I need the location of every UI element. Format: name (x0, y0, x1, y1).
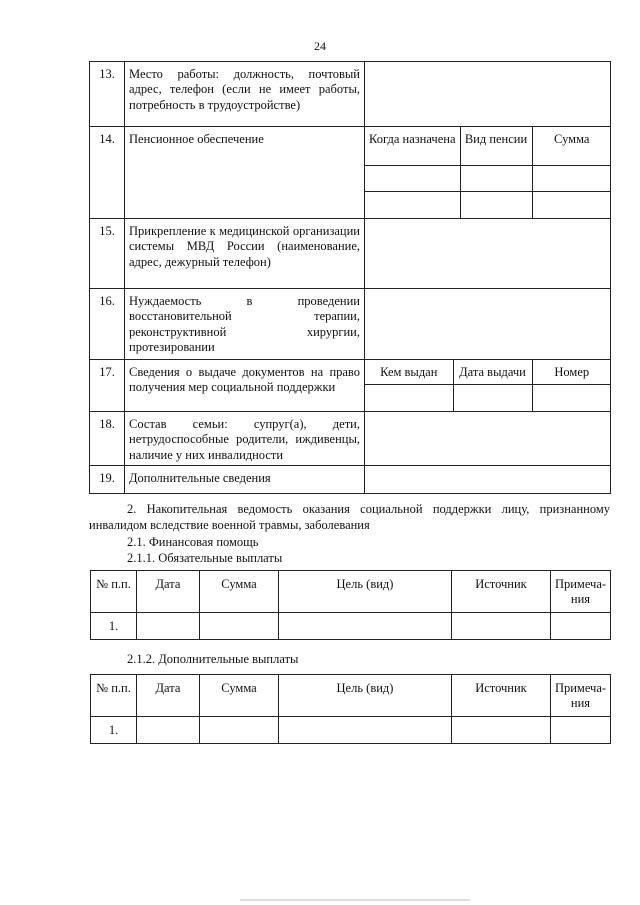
section-heading: 2. Накопительная ведомость оказания социальной поддержки лицу, признанному инвалидом вследствие военной травмы, заболевания (89, 502, 610, 532)
source-cell[interactable] (452, 717, 551, 744)
table-row (90, 289, 611, 360)
table-header-row (91, 571, 611, 613)
scan-artifact-line (240, 899, 470, 901)
issue-date-cell[interactable] (453, 384, 532, 411)
doc-number-cell[interactable] (532, 384, 611, 411)
doc-number-header: Номер (532, 360, 611, 384)
row-label: Место работы: должность, почтовый адрес, телефон (если не имеет работы, потребность в трудоустройстве) (125, 62, 365, 127)
pension-type-header: Вид пенсии (460, 127, 532, 165)
table-row (90, 219, 611, 289)
page-number: 24 (314, 39, 326, 53)
row-number: 19. (90, 466, 125, 494)
pension-amount-header: Сумма (532, 127, 611, 165)
col-purpose-header: Цель (вид) (279, 675, 452, 717)
row-number: 16. (90, 289, 125, 360)
table-row (90, 62, 611, 127)
value-cell[interactable] (365, 466, 611, 494)
row-label: Сведения о выдаче документов на право получения мер социальной поддержки (125, 360, 365, 412)
mandatory-payments-table (90, 570, 611, 640)
date-cell[interactable] (137, 613, 200, 640)
amount-cell[interactable] (200, 717, 279, 744)
pension-type-cell[interactable] (460, 191, 532, 218)
table-row (90, 127, 611, 219)
personal-info-table (89, 61, 611, 494)
col-notes-header: Примеча-ния (551, 675, 611, 717)
issued-by-header: Кем выдан (365, 360, 453, 384)
col-amount-header: Сумма (200, 675, 279, 717)
row-number: 1. (91, 717, 137, 744)
col-number-header: № п.п. (91, 675, 137, 717)
table-header-row (91, 675, 611, 717)
col-date-header: Дата (137, 571, 200, 613)
table-row (90, 360, 611, 412)
col-purpose-header: Цель (вид) (279, 571, 452, 613)
table-row (90, 412, 611, 466)
value-cell[interactable] (365, 412, 611, 466)
row-number: 15. (90, 219, 125, 289)
col-notes-header: Примеча-ния (551, 571, 611, 613)
table-row (91, 613, 611, 640)
subsection-mandatory-payments: 2.1.1. Обязательные выплаты (127, 551, 283, 565)
purpose-cell[interactable] (279, 717, 452, 744)
col-source-header: Источник (452, 675, 551, 717)
row-label: Дополнительные сведения (125, 466, 365, 494)
issued-by-cell[interactable] (365, 384, 453, 411)
col-number-header: № п.п. (91, 571, 137, 613)
amount-cell[interactable] (200, 613, 279, 640)
row-number: 17. (90, 360, 125, 412)
value-cell[interactable] (365, 62, 611, 127)
row-label: Нуждаемость в проведении восстановительной терапии, реконструктивной хирургии, протезировании (125, 289, 365, 360)
col-date-header: Дата (137, 675, 200, 717)
pension-type-cell[interactable] (460, 165, 532, 191)
subsection-additional-payments: 2.1.2. Дополнительные выплаты (127, 652, 299, 666)
value-cell[interactable] (365, 219, 611, 289)
pension-amount-cell[interactable] (532, 191, 611, 218)
pension-amount-cell[interactable] (532, 165, 611, 191)
pension-subtable-cell (365, 127, 611, 219)
pension-subtable (365, 127, 611, 218)
subsection-financial-aid: 2.1. Финансовая помощь (127, 535, 259, 549)
row-number: 13. (90, 62, 125, 127)
row-label: Прикрепление к медицинской организации системы МВД России (наименование, адрес, дежурный телефон) (125, 219, 365, 289)
notes-cell[interactable] (551, 613, 611, 640)
value-cell[interactable] (365, 289, 611, 360)
row-number: 18. (90, 412, 125, 466)
col-amount-header: Сумма (200, 571, 279, 613)
issue-date-header: Дата выдачи (453, 360, 532, 384)
source-cell[interactable] (452, 613, 551, 640)
pension-date-cell[interactable] (365, 191, 460, 218)
documents-subtable-cell (365, 360, 611, 412)
purpose-cell[interactable] (279, 613, 452, 640)
pension-date-header: Когда назначена (365, 127, 460, 165)
table-row (91, 717, 611, 744)
row-number: 1. (91, 613, 137, 640)
row-label: Состав семьи: супруг(а), дети, нетрудоспособные родители, иждивенцы, наличие у них инвалидности (125, 412, 365, 466)
row-label: Пенсионное обеспечение (125, 127, 365, 219)
pension-date-cell[interactable] (365, 165, 460, 191)
col-source-header: Источник (452, 571, 551, 613)
row-number: 14. (90, 127, 125, 219)
table-row (90, 466, 611, 494)
documents-subtable (365, 360, 611, 411)
date-cell[interactable] (137, 717, 200, 744)
notes-cell[interactable] (551, 717, 611, 744)
additional-payments-table (90, 674, 611, 744)
